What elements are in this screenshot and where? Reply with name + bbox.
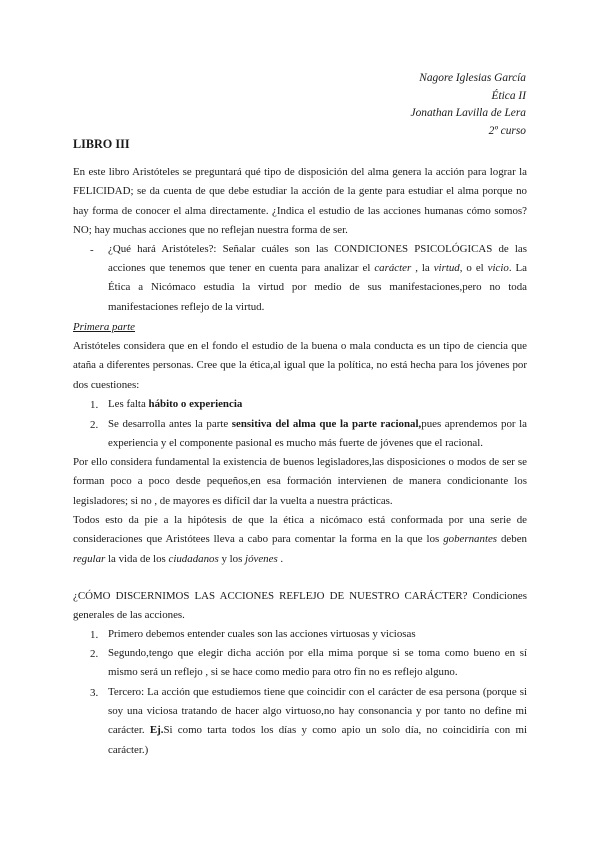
course-label: 2º curso: [488, 124, 526, 137]
section2-question: ¿CÓMO DISCERNIMOS LAS ACCIONES REFLEJO DE NUESTRO CARÁCTER? Condiciones generales de las acciones.: [73, 590, 527, 622]
hypothesis-paragraph: Todos esto da pie a la hipótesis de que la ética a nicómaco está conformada por una serie de consideraciones que Aristótees lleva a cabo para comentar la forma en la que los gobernantes deben regular la vida de los ciudadanos y los jóvenes .: [73, 514, 527, 565]
word-ciudadanos: ciudadanos: [168, 552, 219, 565]
condition-item-3: Tercero: La acción que estudiemos tiene que coincidir con el carácter de esa persona (porque si soy una viciosa tratando de hacer algo virtuoso,no hay consonancia y por tanto no define mi carácter. Ej.Si como tarta todos los días y como apio un solo día, no coincidiría con mi carácter.): [108, 686, 527, 756]
reason-number-1: 1.: [90, 399, 99, 411]
document-header: [411, 70, 526, 140]
section-heading-primera-parte: Primera parte: [73, 321, 136, 333]
reason-number-2: 2.: [90, 419, 99, 431]
subject-name: Ética II: [491, 89, 526, 102]
legislators-paragraph: Por ello considera fundamental la existencia de buenos legisladores,las disposiciones o modos de ser se forman poco a poco desde pequeños,en esa formación intervienen de manera condicionante los legisladores; si no , de mayores es difícil dar la vuelta a nuestra prácticas.: [73, 456, 527, 507]
reason-item-2: Se desarrolla antes la parte sensitiva del alma que la parte racional,pues aprendemos por la experiencia y el componente pasional es mucho más fuerte de jóvenes que el racional.: [108, 418, 527, 450]
word-regular: regular: [73, 552, 106, 565]
bullet-marker: -: [90, 244, 94, 256]
condition-item-1: Primero debemos entender cuales son las acciones virtuosas y viciosas: [108, 628, 416, 640]
bullet-paragraph: ¿Qué hará Aristóteles?: Señalar cuáles son las CONDICIONES PSICOLÓGICAS de las acciones que tenemos que tener en cuenta para analizar el carácter , la virtud, o el vicio. La Ética a Nicómaco estudia la virtud por medio de sus manifestaciones,pero no toda manifestaciones reflejo de la virtud.: [108, 243, 527, 313]
intro-paragraph: En este libro Aristóteles se preguntará qué tipo de disposición del alma genera la acción para lograr la FELICIDAD; se da cuenta de que debe estudiar la acción de la gente para estudiar el alma porque no hay forma de conocer el alma directamente. ¿Indica el estudio de las acciones humanas cómo somos? NO; hay muchas acciones que no reflejan nuestra forma de ser.: [73, 166, 527, 236]
condition-number-1: 1.: [90, 629, 99, 641]
word-caracter: carácter: [374, 262, 412, 275]
reason-item-1: Les falta hábito o experiencia: [108, 398, 243, 410]
author-name-2: Jonathan Lavilla de Lera: [410, 107, 526, 119]
section1-paragraph: Aristóteles considera que en el fondo el estudio de la buena o mala conducta es un tipo de ciencia que ataña a diferentes personas. Cree que la ética,al igual que la política, no está hecha para los jóvenes por dos cuestiones:: [73, 340, 527, 391]
word-vicio: vicio: [487, 262, 509, 275]
author-name-1: Nagore Iglesias García: [419, 72, 526, 84]
word-jovenes: jóvenes: [245, 552, 278, 565]
condition-number-3: 3.: [90, 687, 99, 699]
condition-number-2: 2.: [90, 648, 99, 660]
word-gobernantes: gobernantes: [443, 533, 498, 546]
book-title: LIBRO III: [73, 137, 130, 151]
word-virtud: virtud: [433, 262, 460, 275]
condition-item-2: Segundo,tengo que elegir dicha acción por ella mima porque si se toma como bueno en sí mismo será un reflejo , si se hace como medio para otro fin no es reflejo alguno.: [108, 647, 527, 679]
